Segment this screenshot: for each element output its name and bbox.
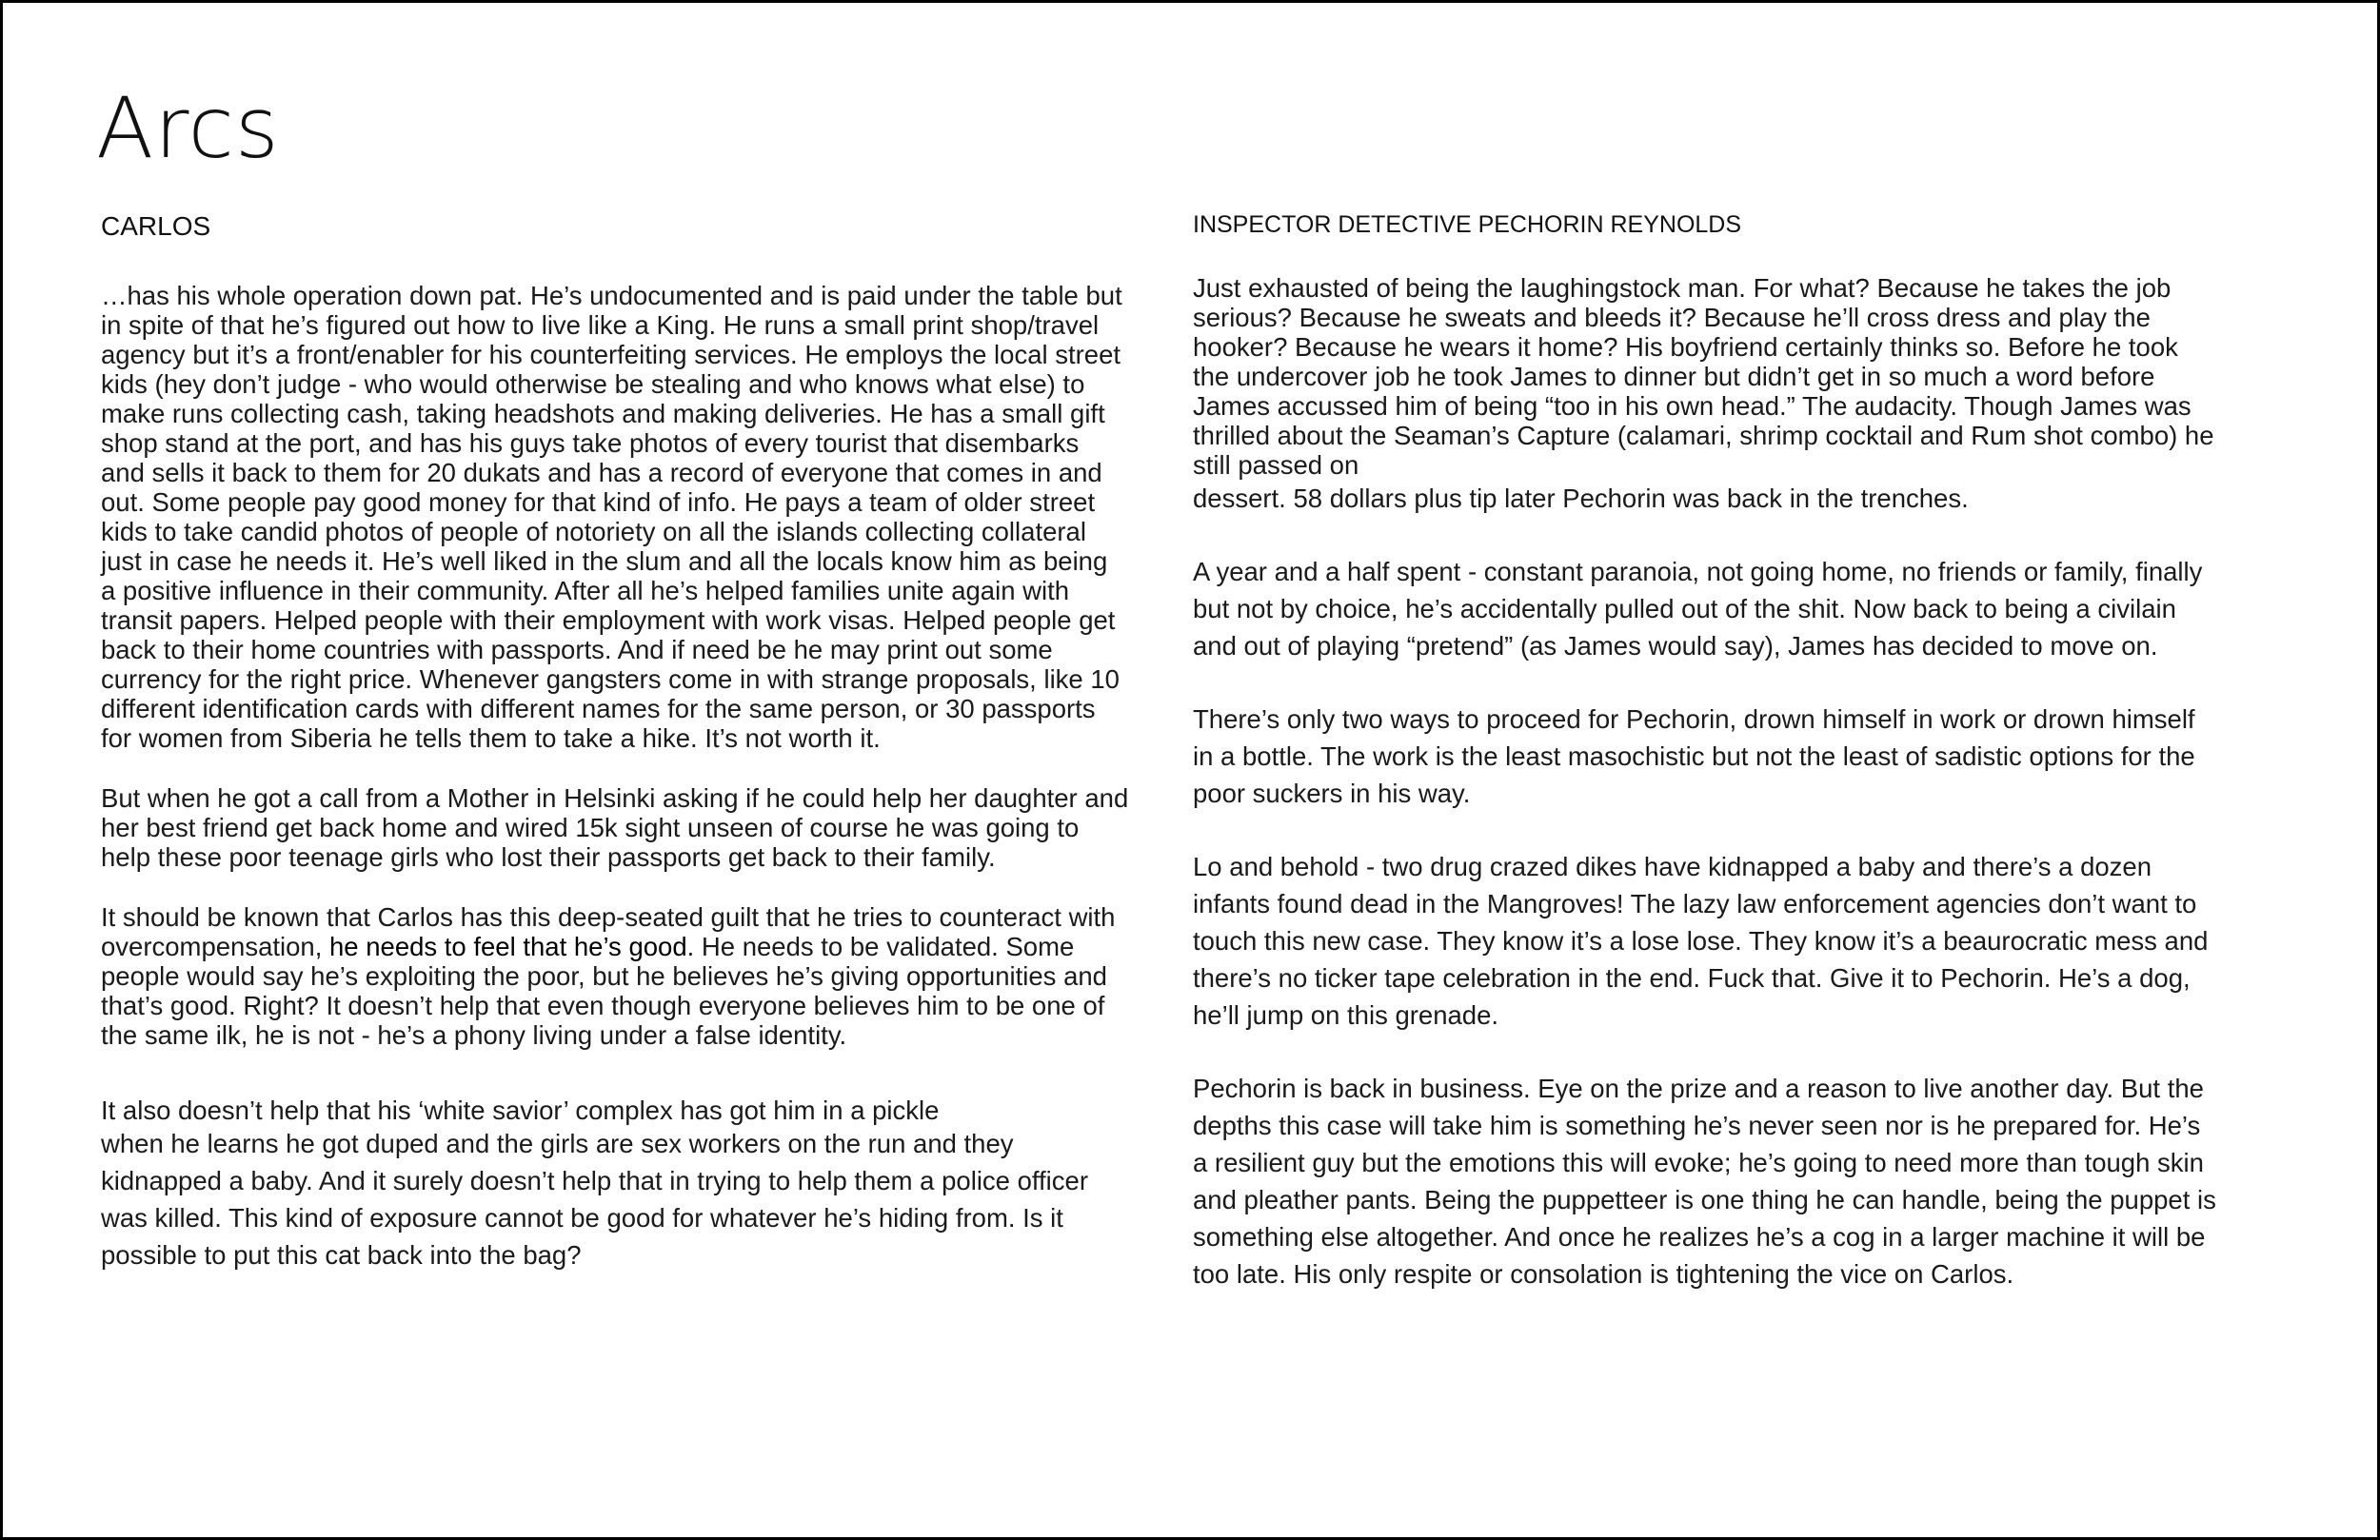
pechorin-column [1193,203,2221,1293]
carlos-paragraph-4 [101,1096,1129,1273]
carlos-paragraph-4-end: when he learns he got duped and the girls are sex workers on the run and they kidnapped a baby. And it surely doesn’t help that in trying to help them a police officer was killed. This kind of exposure cannot be good for whatever he’s hiding from. Is it possible to put this cat back into the bag? [101,1129,1088,1270]
carlos-heading: CARLOS [101,211,211,241]
carlos-paragraph-1: …has his whole operation down pat. He’s undocumented and is paid under the table but in spite of that he’s figured out how to live like a King. He runs a small print shop/travel agency but it’s a front/enabler for his counterfeiting services. He employs the local street kids (hey don’t judge - who would otherwise be stealing and who knows what else) to make runs collecting cash, taking headshots and making deliveries. He has a small gift shop stand at the port, and has his guys take photos of every tourist that disembarks and sells it back to them for 20 dukats and has a record of everyone that comes in and out. Some people pay good money for that kind of info. He pays a team of older street kids to take candid photos of people of notoriety on all the islands collecting collateral just in case he needs it. He’s well liked in the slum and all the locals know him as being a positive influence in their community. After all he’s helped families unite again with transit papers. Helped people with their employment with work visas. Helped people get back to their home countries with passports. And if need be he may print out some currency for the right price. Whenever gangsters come in with strange proposals, like 10 different identification cards with different names for the same person, or 30 passports for women from Siberia he tells them to take a hike. It’s not worth it. [101,281,1122,753]
carlos-column [101,203,1129,1273]
carlos-paragraph-3-end: . He needs to be validated. Some people would say he’s exploiting the poor, but he believes he’s giving opportunities and that’s good. Right? It doesn’t help that even though everyone believes him to be one of the same ilk, he is not - he’s a phony living under a false identity. [101,932,1107,1050]
pechorin-paragraph-3: There’s only two ways to proceed for Pechorin, drown himself in work or drown himself in a bottle. The work is the least masochistic but not the least of sadistic options for the poor suckers in his way. [1193,704,2195,808]
carlos-paragraph-3 [101,902,1129,1050]
carlos-paragraph-3-start: It should be known that Carlos has this deep-seated guilt that he tries to counteract with overcompensation, [101,902,1116,961]
carlos-paragraph-2: But when he got a call from a Mother in Helsinki asking if he could help her daughter and her best friend get back home and wired 15k sight unseen of course he was going to help these poor teenage girls who lost their passports get back to their family. [101,783,1129,872]
pechorin-paragraph-2: A year and a half spent - constant paranoia, not going home, no friends or family, finally but not by choice, he’s accidentally pulled out of the shit. Now back to being a civilain and out of playing “pretend” (as James would say), James has decided to move on. [1193,557,2203,661]
pechorin-paragraph-1-start: Just exhausted of being the laughingstock man. For what? Because he takes the job serious? Because he sweats and bleeds it? Because he’ll cross dress and play the hooker? Because he wears it home? His boyfriend certainly thinks so. Before he took the undercover job he took James to dinner but didn’t get in so much a word before James accussed him of being “too in his own head.” The audacity. Though James was thrilled about the Seaman’s Capture (calamari, shrimp cocktail and Rum shot combo) he still passed on [1193,273,2214,480]
pechorin-paragraph-1-end: dessert. 58 dollars plus tip later Pechorin was back in the trenches. [1193,484,1969,513]
pechorin-heading: INSPECTOR DETECTIVE PECHORIN REYNOLDS [1193,211,1742,238]
pechorin-paragraph-4: Lo and behold - two drug crazed dikes have kidnapped a baby and there’s a dozen infants found dead in the Mangroves! The lazy law enforcement agencies don’t want to touch this new case. They know it’s a lose lose. They know it’s a beaurocratic mess and there’s no ticker tape celebration in the end. Fuck that. Give it to Pechorin. He’s a dog, he’ll jump on this grenade. [1193,852,2209,1030]
carlos-paragraph-4-start: It also doesn’t help that his ‘white savior’ complex has got him in a pickle [101,1096,940,1125]
carlos-emphasis: he needs to feel that he’s good [329,932,687,961]
pechorin-paragraph-5: Pechorin is back in business. Eye on the prize and a reason to live another day. But the depths this case will take him is something he’s never seen nor is he prepared for. He’s a resilient guy but the emotions this will evoke; he’s going to need more than tough skin and pleather pants. Being the puppetteer is one thing he can handle, being the puppet is something else altogether. And once he realizes he’s a cog in a larger machine it will be too late. His only respite or consolation is tightening the vice on Carlos. [1193,1074,2216,1289]
pechorin-paragraph-1 [1193,273,2221,517]
page-title: Arcs [96,79,280,177]
